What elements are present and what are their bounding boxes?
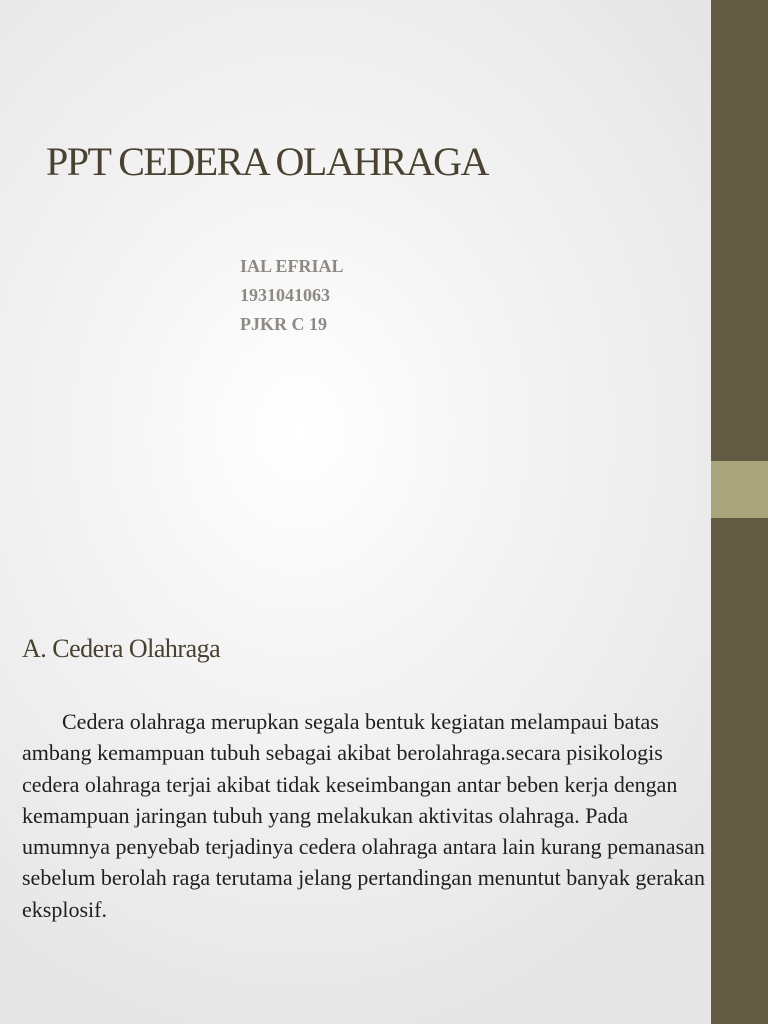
student-id: 1931041063: [240, 285, 330, 305]
author-name: IAL EFRIAL: [240, 256, 344, 276]
author-info: [240, 252, 344, 339]
slide-title: PPT CEDERA OLAHRAGA: [46, 139, 488, 184]
class-label: PJKR C 19: [240, 314, 327, 334]
decorative-sidebar: [711, 0, 768, 1024]
sidebar-accent-block: [711, 461, 768, 518]
section-paragraph: Cedera olahraga merupkan segala bentuk kegiatan melampaui batas ambang kemampuan tubuh sebagai akibat berolahraga.secara pisikologis cedera olahraga terjai akibat tidak keseimbangan antar beben kerja dengan kemampuan jaringan tubuh yang melakukan aktivitas olahraga. Pada umumnya penyebab terjadinya cedera olahraga antara lain kurang pemanasan sebelum berolah raga terutama jelang pertandingan menuntut banyak gerakan eksplosif.: [22, 709, 705, 922]
section-heading: A. Cedera Olahraga: [22, 634, 221, 663]
